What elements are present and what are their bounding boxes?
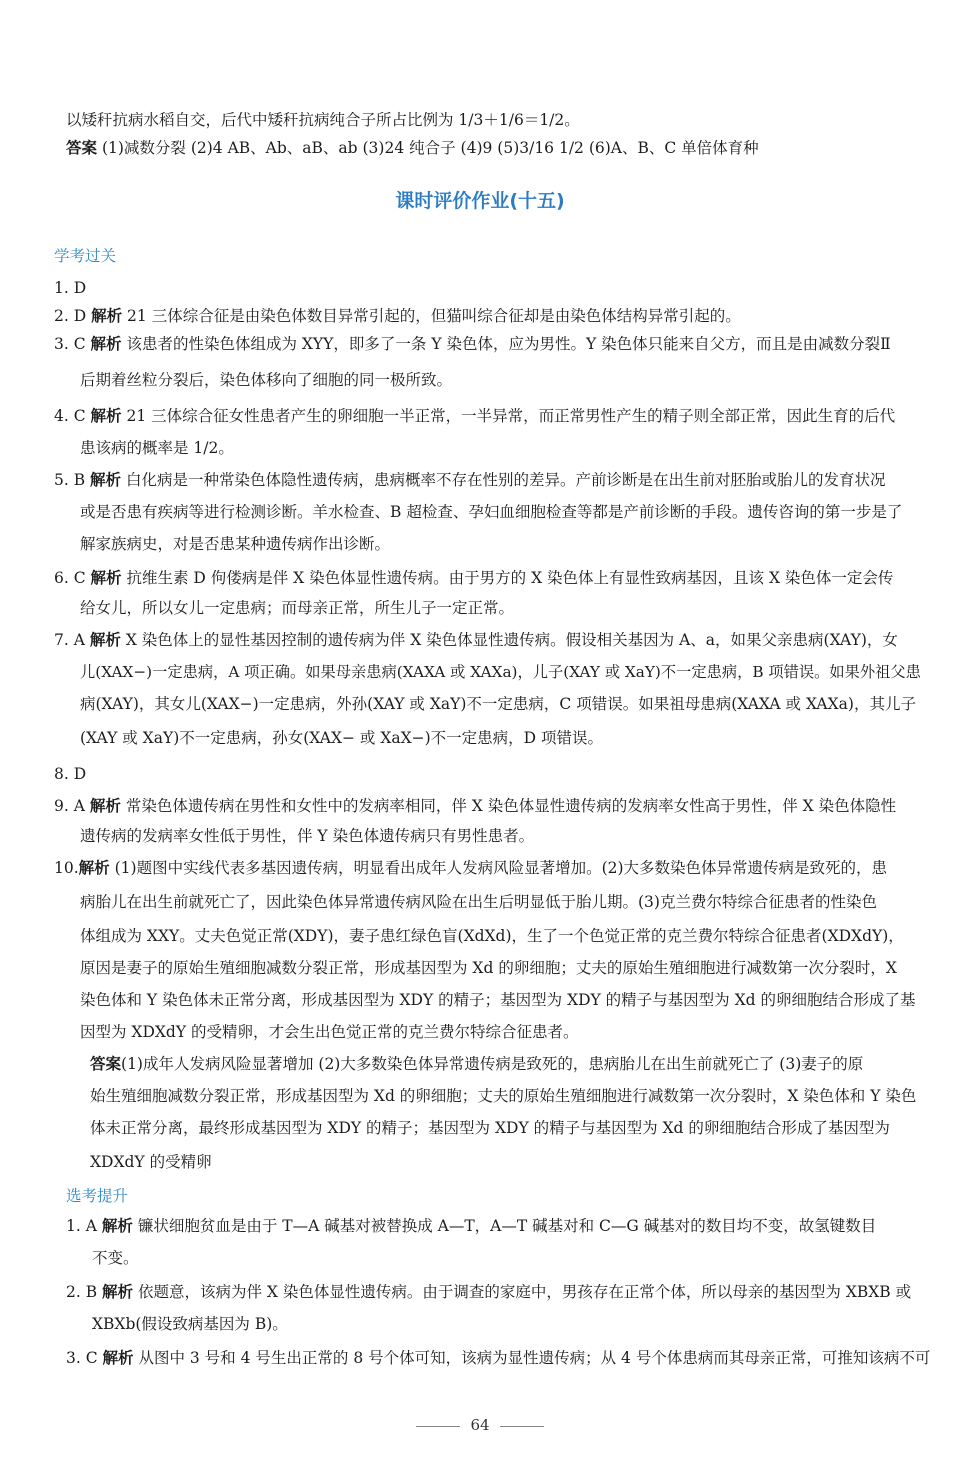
answer-continuation: 不变。 xyxy=(92,1249,139,1267)
answer-continuation: 体未正常分离，最终形成基因型为 XDY 的精子；基因型为 XDY 的精子与基因型为 Xd 的卵细胞结合形成了基因型为 xyxy=(90,1119,890,1137)
answer-continuation: 后期着丝粒分裂后，染色体移向了细胞的同一极所致。 xyxy=(80,371,453,389)
answer-item: 6. C 解析 抗维生素 D 佝偻病是伴 X 染色体显性遗传病。由于男方的 X 染色体上有显性致病基因，且该 X 染色体一定会传 xyxy=(54,568,894,587)
page-title: 课时评价作业(十五) xyxy=(395,190,565,212)
answer-label: 答案 xyxy=(66,138,98,157)
answer-text: (1)减数分裂 (2)4 AB、Ab、aB、ab (3)24 纯合子 (4)9 (5)3/16 1/2 (6)A、B、C 单倍体育种 xyxy=(101,139,759,157)
answer-continuation: 始生殖细胞减数分裂正常，形成基因型为 Xd 的卵细胞；丈夫的原始生殖细胞进行减数第一次分裂时，X 染色体和 Y 染色 xyxy=(90,1087,917,1105)
answer-item: 3. C 解析 该患者的性染色体组成为 XYY，即多了一条 Y 染色体，应为男性。Y 染色体只能来自父方，而且是由减数分裂Ⅱ xyxy=(54,334,891,353)
answer-continuation: 原因是妻子的原始生殖细胞减数分裂正常，形成基因型为 Xd 的卵细胞；丈夫的原始生殖细胞进行减数第一次分裂时，X xyxy=(80,959,897,977)
answer-continuation: 病(XAY)，其女儿(XAX−)一定患病，外孙(XAY 或 XaY)不一定患病，C 项错误。如果祖母患病(XAXA 或 XAXa)，其儿子 xyxy=(80,695,916,713)
answer-item: 10.解析 (1)题图中实线代表多基因遗传病，明显看出成年人发病风险显著增加。(2)大多数染色体异常遗传病是致死的，患 xyxy=(54,858,888,877)
answer-continuation: XDXdY 的受精卵 xyxy=(90,1153,212,1171)
answer-item: 5. B 解析 白化病是一种常染色体隐性遗传病，患病概率不存在性别的差异。产前诊断是在出生前对胚胎或胎儿的发育状况 xyxy=(54,470,886,489)
section-heading: 选考提升 xyxy=(66,1187,129,1205)
answer-continuation: 体组成为 XXY。丈夫色觉正常(XDY)，妻子患红绿色盲(XdXd)，生了一个色觉正常的克兰费尔特综合征患者(XDXdY)， xyxy=(80,927,904,945)
answer-item: 7. A 解析 X 染色体上的显性基因控制的遗传病为伴 X 染色体显性遗传病。假设相关基因为 A、a，如果父亲患病(XAY)，女 xyxy=(54,630,898,649)
answer-item: 4. C 解析 21 三体综合征女性患者产生的卵细胞一半正常，一半异常，而正常男性产生的精子则全部正常，因此生育的后代 xyxy=(54,406,896,425)
section-heading: 学考过关 xyxy=(54,247,117,265)
answer-continuation: (XAY 或 XaY)不一定患病，孙女(XAX− 或 XaX−)不一定患病，D 项错误。 xyxy=(80,729,604,747)
answer-continuation: 或是否患有疾病等进行检测诊断。羊水检查、B 超检查、孕妇血细胞检查等都是产前诊断的手段。遗传咨询的第一步是了 xyxy=(80,503,903,521)
answer-item: 8. D xyxy=(54,765,87,783)
answer-continuation: 患该病的概率是 1/2。 xyxy=(80,439,234,457)
intro-answer xyxy=(66,138,759,158)
answer-continuation: 儿(XAX−)一定患病，A 项正确。如果母亲患病(XAXA 或 XAXa)，儿子(XAY 或 XaY)不一定患病，B 项错误。如果外祖父患 xyxy=(80,663,921,681)
answer-continuation: XBXb(假设致病基因为 B)。 xyxy=(92,1315,288,1333)
answer-continuation: 因型为 XDXdY 的受精卵，才会生出色觉正常的克兰费尔特综合征患者。 xyxy=(80,1023,579,1041)
answer-item: 9. A 解析 常染色体遗传病在男性和女性中的发病率相同，伴 X 染色体显性遗传病的发病率女性高于男性，伴 X 染色体隐性 xyxy=(54,796,897,815)
answer-continuation: 病胎儿在出生前就死亡了，因此染色体异常遗传病风险在出生后明显低于胎儿期。(3)克兰费尔特综合征患者的性染色 xyxy=(80,893,877,911)
answer-item: 1. A 解析 镰状细胞贫血是由于 T—A 碱基对被替换成 A—T，A—T 碱基对和 C—G 碱基对的数目均不变，故氢键数目 xyxy=(66,1216,877,1235)
answer-continuation: 遗传病的发病率女性低于男性，伴 Y 染色体遗传病只有男性患者。 xyxy=(80,827,535,845)
footer-rule-right xyxy=(500,1426,544,1427)
page-footer xyxy=(0,1416,960,1434)
answer-item: 2. D 解析 21 三体综合征是由染色体数目异常引起的，但猫叫综合征却是由染色体结构异常引起的。 xyxy=(54,306,741,325)
page-number: 64 xyxy=(470,1416,490,1434)
answer-item: 1. D xyxy=(54,279,87,297)
answer-continuation: 染色体和 Y 染色体未正常分离，形成基因型为 XDY 的精子；基因型为 XDY 的精子与基因型为 Xd 的卵细胞结合形成了基 xyxy=(80,991,916,1009)
answer-block: 答案(1)成年人发病风险显著增加 (2)大多数染色体异常遗传病是致死的，患病胎儿在出生前就死亡了 (3)妻子的原 xyxy=(90,1054,864,1073)
answer-continuation: 解家族病史，对是否患某种遗传病作出诊断。 xyxy=(80,535,391,553)
answer-continuation: 给女儿，所以女儿一定患病；而母亲正常，所生儿子一定正常。 xyxy=(80,599,515,617)
answer-item: 2. B 解析 依题意，该病为伴 X 染色体显性遗传病。由于调查的家庭中，男孩存在正常个体，所以母亲的基因型为 XBXB 或 xyxy=(66,1282,912,1301)
intro-line: 以矮秆抗病水稻自交，后代中矮秆抗病纯合子所占比例为 1/3＋1/6＝1/2。 xyxy=(66,111,580,129)
answer-item: 3. C 解析 从图中 3 号和 4 号生出正常的 8 号个体可知，该病为显性遗传病；从 4 号个体患病而其母亲正常，可推知该病不可 xyxy=(66,1348,931,1367)
footer-rule-left xyxy=(416,1426,460,1427)
